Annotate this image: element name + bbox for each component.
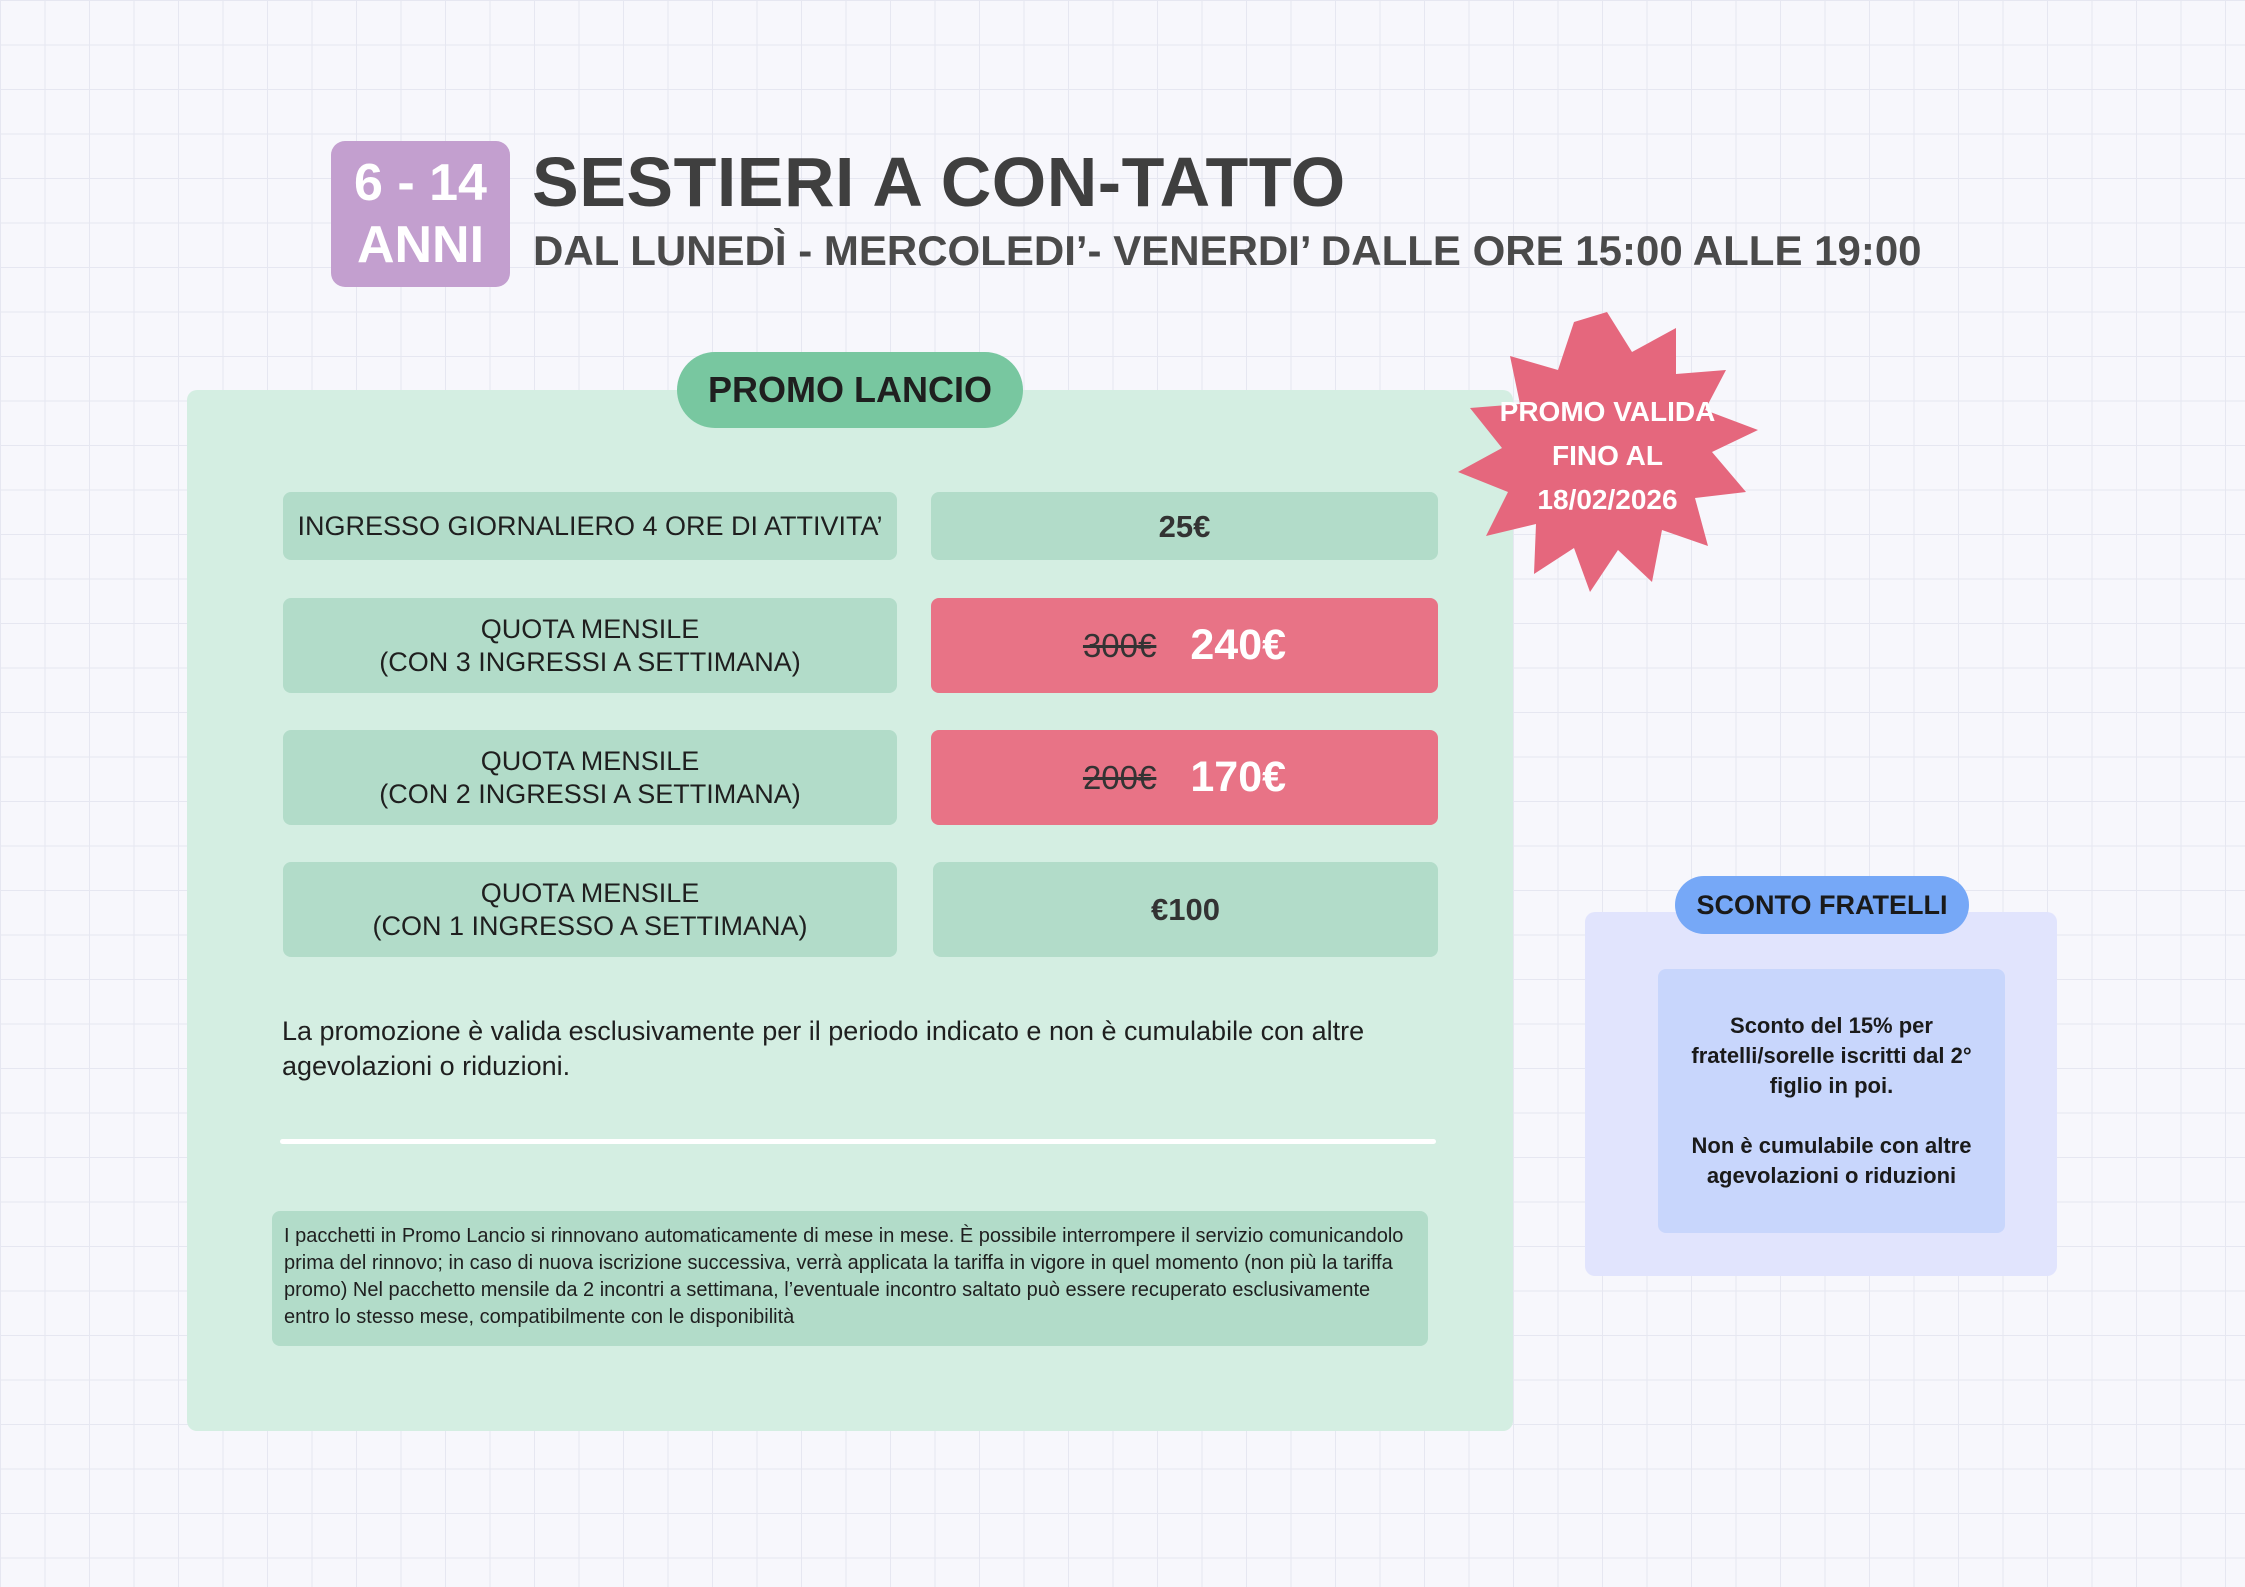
sibling-discount-note: Non è cumulabile con altre agevolazioni o riduzioni [1691, 1133, 1972, 1188]
promo-lancio-pill: PROMO LANCIO [677, 352, 1023, 428]
monthly-1-price [933, 862, 1438, 957]
row-label-line2: (CON 1 INGRESSO A SETTIMANA) [372, 910, 808, 941]
new-price: 240€ [1190, 621, 1287, 669]
fine-print: I pacchetti in Promo Lancio si rinnovano automaticamente di mese in mese. È possibile interrompere il servizio comunicandolo prima del rinnovo; in caso di nuova iscrizione successiva, verrà applicata la tariffa in vigore in quel momento (non più la tariffa promo) Nel pacchetto mensile da 2 incontri a settimana, l’eventuale incontro saltato può essere recuperato esclusivamente entro lo stesso mese, compatibilmente con le disponibilità [272, 1211, 1428, 1346]
row-label-line1: QUOTA MENSILE [480, 745, 700, 776]
divider [280, 1139, 1436, 1144]
new-price: 170€ [1190, 753, 1287, 801]
burst-line3: 18/02/2026 [1537, 484, 1678, 515]
row-label: INGRESSO GIORNALIERO 4 ORE DI ATTIVITA’ [297, 510, 883, 541]
age-badge [331, 141, 510, 287]
row-label-line2: (CON 2 INGRESSI A SETTIMANA) [379, 778, 801, 809]
sibling-discount-pill: SCONTO FRATELLI [1675, 876, 1969, 934]
burst-line1: PROMO VALIDA [1499, 396, 1716, 427]
age-unit: ANNI [356, 216, 485, 274]
promo-note: La promozione è valida esclusivamente per il periodo indicato e non è cumulabile con altre agevolazioni o riduzioni. [282, 1016, 1365, 1081]
row-label-line1: QUOTA MENSILE [480, 877, 700, 908]
price: 25€ [1158, 508, 1211, 544]
monthly-1-label [283, 862, 897, 957]
schedule-subtitle: DAL LUNEDÌ - MERCOLEDI’- VENERDI’ DALLE ORE 15:00 ALLE 19:00 [533, 227, 1922, 274]
monthly-3-label [283, 598, 897, 693]
old-price: 300€ [1082, 627, 1157, 664]
sibling-discount-text: Sconto del 15% per fratelli/sorelle iscritti dal 2° figlio in poi. [1691, 1013, 1972, 1098]
old-price: 200€ [1082, 759, 1157, 796]
monthly-2-label [283, 730, 897, 825]
price: €100 [1151, 892, 1220, 927]
burst-line2: FINO AL [1552, 440, 1663, 471]
page-title: SESTIERI A CON-TATTO [532, 143, 1346, 221]
sibling-discount-box [1658, 969, 2005, 1233]
monthly-3-price [931, 598, 1438, 693]
promo-validity-starburst [1450, 312, 1765, 600]
row-label-line2: (CON 3 INGRESSI A SETTIMANA) [379, 646, 801, 677]
monthly-2-price [931, 730, 1438, 825]
daily-entry-price [931, 492, 1438, 560]
age-range: 6 - 14 [354, 154, 487, 212]
row-label-line1: QUOTA MENSILE [480, 613, 700, 644]
daily-entry-label [283, 492, 897, 560]
